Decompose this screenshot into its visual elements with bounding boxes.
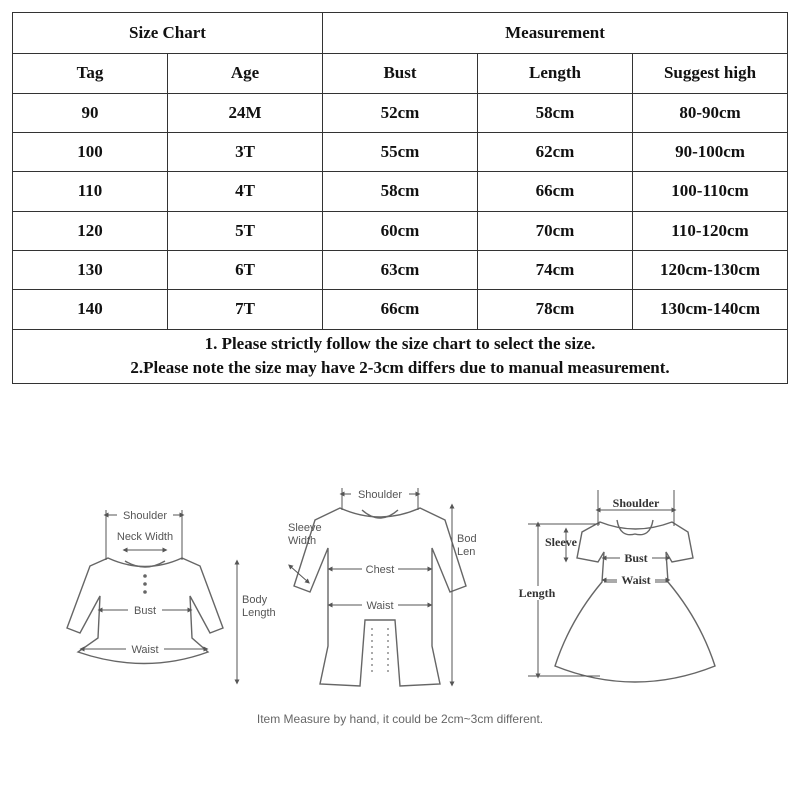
table-cell: 130 <box>13 250 168 289</box>
table-cell: 120 <box>13 211 168 250</box>
table-cell: 100-110cm <box>633 172 788 211</box>
column-header-row <box>13 54 788 93</box>
long-sleeve-dress-illustration <box>67 508 276 682</box>
note-line: 1. Please strictly follow the size chart to select the size. <box>204 334 596 354</box>
sleeve-label: Sleeve <box>545 535 577 549</box>
table-cell: 120cm-130cm <box>633 250 788 289</box>
table-row <box>13 290 788 329</box>
notes-cell <box>13 329 788 383</box>
table-row <box>13 250 788 289</box>
romper-outline <box>294 508 466 686</box>
shoulder-label: Shoulder <box>357 489 403 501</box>
table-row <box>13 211 788 250</box>
table-cell: 6T <box>168 250 323 289</box>
table-cell: 24M <box>168 93 323 132</box>
table-cell: 90 <box>13 93 168 132</box>
short-sleeve-dress-illustration <box>514 490 715 682</box>
sleeve-width-label: Width <box>288 535 317 547</box>
table-cell: 140 <box>13 290 168 329</box>
table-cell: 7T <box>168 290 323 329</box>
waist-label: Waist <box>366 600 394 612</box>
table-header-row <box>13 13 788 54</box>
table-cell: 62cm <box>478 132 633 171</box>
measurement-diagram <box>0 470 800 710</box>
measurement-title: Measurement <box>323 13 788 54</box>
length-label: Length <box>518 586 556 600</box>
body-length-label: Bod <box>457 533 477 545</box>
table-cell: 78cm <box>478 290 633 329</box>
bust-label: Bust <box>133 605 157 617</box>
waist-label: Waist <box>131 644 159 656</box>
column-header: Suggest high <box>633 54 788 93</box>
table-cell: 130cm-140cm <box>633 290 788 329</box>
table-cell: 70cm <box>478 211 633 250</box>
column-header: Bust <box>323 54 478 93</box>
table-cell: 90-100cm <box>633 132 788 171</box>
table-cell: 66cm <box>478 172 633 211</box>
size-chart-table <box>12 12 788 384</box>
table-cell: 110 <box>13 172 168 211</box>
notes-row <box>13 329 788 383</box>
body-length-label: Len <box>457 546 476 558</box>
table-cell: 58cm <box>323 172 478 211</box>
table-cell: 55cm <box>323 132 478 171</box>
sleeve-width-label: Sleeve <box>288 522 322 534</box>
table-cell: 100 <box>13 132 168 171</box>
table-cell: 80-90cm <box>633 93 788 132</box>
table-cell: 74cm <box>478 250 633 289</box>
column-header: Length <box>478 54 633 93</box>
romper-illustration <box>288 487 477 686</box>
column-header: Age <box>168 54 323 93</box>
table-cell: 4T <box>168 172 323 211</box>
table-cell: 60cm <box>323 211 478 250</box>
column-header: Tag <box>13 54 168 93</box>
shoulder-label: Shoulder <box>122 510 168 522</box>
neck-width-label: Neck Width <box>116 531 174 543</box>
table-cell: 5T <box>168 211 323 250</box>
table-cell: 63cm <box>323 250 478 289</box>
table-row <box>13 93 788 132</box>
table-cell: 110-120cm <box>633 211 788 250</box>
table-cell: 58cm <box>478 93 633 132</box>
table-row <box>13 132 788 171</box>
waist-label: Waist <box>621 573 651 587</box>
measurement-footnote: Item Measure by hand, it could be 2cm~3cm different. <box>256 712 544 726</box>
size-chart-title: Size Chart <box>13 13 323 54</box>
table-cell: 66cm <box>323 290 478 329</box>
chest-label: Chest <box>365 564 395 576</box>
dress-outline <box>555 522 715 682</box>
shoulder-label: Shoulder <box>612 496 660 510</box>
note-line: 2.Please note the size may have 2-3cm differs due to manual measurement. <box>130 358 670 378</box>
table-cell: 52cm <box>323 93 478 132</box>
table-cell: 3T <box>168 132 323 171</box>
body-length-label: Body <box>242 594 268 606</box>
bust-label: Bust <box>624 551 648 565</box>
table-row <box>13 172 788 211</box>
body-length-label: Length <box>242 607 276 619</box>
